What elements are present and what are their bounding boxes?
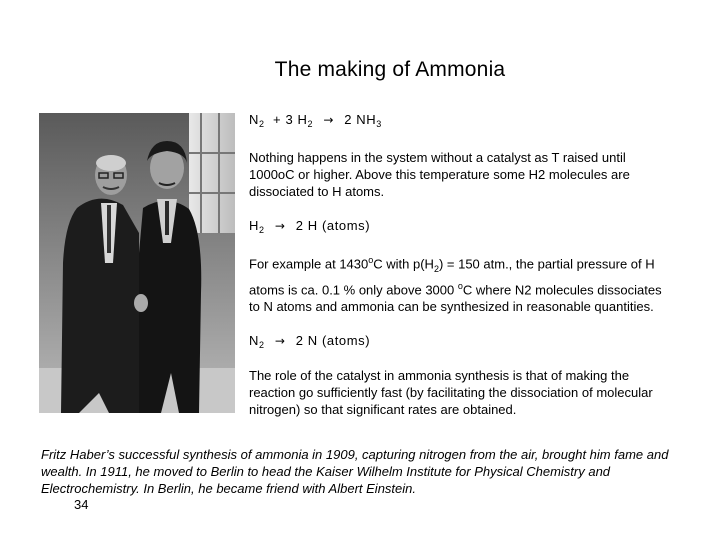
paragraph-no-catalyst: Nothing happens in the system without a catalyst as T raised until 1000oC or higher. Above this temperature some H2 molecules are dissociated to H atoms. (249, 150, 630, 199)
page-number: 34 (74, 497, 89, 512)
slide-content (249, 111, 669, 418)
equation-hydrogen-dissociation: $H_2 \to 2$ H (atoms) (249, 218, 371, 235)
arrow-icon: → (323, 113, 334, 127)
slide-title: The making of Ammonia (274, 58, 506, 81)
equation-nitrogen-dissociation: $N_2 \to 2$ N (atoms) (249, 333, 371, 351)
arrow-icon: → (274, 219, 286, 233)
photo-haber-einstein (39, 113, 235, 413)
paragraph-example-conditions: For example at 1430$^o$C with $p(H_2) = 150$ atm., the partial pressure of H atoms is ca. 0.1 % only above 3000 $^o$C where N2 molecules dissociates to N atoms and ammonia can be synthesized in reasonable quantities. (249, 255, 662, 315)
photo-caption: Fritz Haber’s successful synthesis of ammonia in 1909, capturing nitrogen from the air, brought him fame and wealth. In 1911, he moved to Berlin to head the Kaiser Wilhelm Institute for Physical Chemistry and Electrochemistry. In Berlin, he became friend with Albert Einstein. (41, 447, 669, 496)
paragraph-catalyst-role: The role of the catalyst in ammonia synthesis is that of making the reaction go sufficiently fast (by facilitating the dissociation of molecular nitrogen) so that significant rates are obtained. (249, 368, 653, 418)
equation-nitrogen-hydrogen-to-ammonia: $N_2 + 3$ $H_2 \to 2$ $NH_3$ (249, 112, 382, 129)
arrow-icon: → (274, 334, 286, 349)
